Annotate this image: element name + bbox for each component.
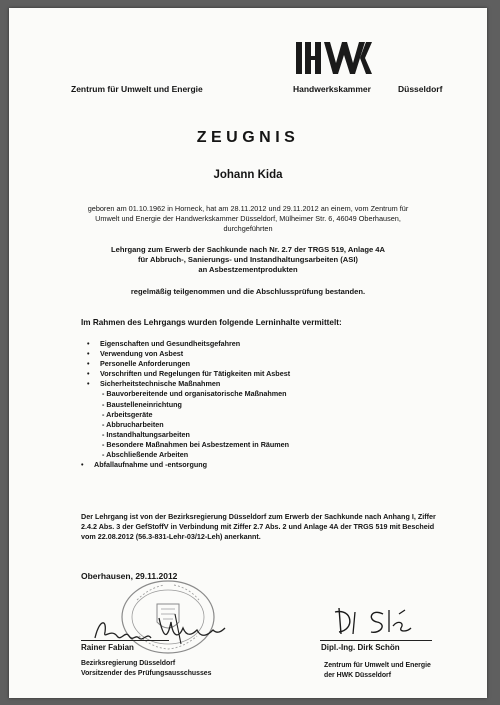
header-left-text: Zentrum für Umwelt und Energie [71, 84, 203, 94]
sub-list-item: - Abschließende Arbeiten [102, 450, 189, 460]
subtopics-list [100, 389, 290, 460]
certificate-page [9, 8, 487, 698]
topic-label: Eigenschaften und Gesundheitsgefahren [100, 339, 241, 348]
recipient-name: Johann Kida [213, 169, 283, 181]
birth-line: durchgeführten [223, 224, 273, 233]
document-title: ZEUGNIS [196, 129, 300, 146]
course-line: an Asbestzementprodukten [198, 265, 298, 274]
sub-list-item: - Arbeitsgeräte [102, 409, 153, 419]
role-line: Zentrum für Umwelt und Energie [324, 662, 431, 669]
list-item [87, 369, 290, 379]
signer-left-name: Rainer Fabian [81, 643, 134, 652]
sub-list-item: - Besondere Maßnahmen bei Asbestzement in Räumen [102, 439, 290, 449]
signature-left [89, 608, 229, 648]
hwk-logo [294, 41, 374, 75]
list-item [87, 379, 290, 460]
bullet-icon: • [87, 339, 90, 348]
topics-intro: Im Rahmen des Lehrgangs wurden folgende Lerninhalte vermittelt: [81, 318, 342, 327]
result-text [39, 287, 457, 297]
sub-list-item: - Instandhaltungsarbeiten [102, 429, 190, 439]
birth-paragraph [39, 204, 457, 234]
topic-label: Personelle Anforderungen [100, 359, 190, 369]
signature-line-right [320, 640, 432, 641]
course-line: für Abbruch-, Sanierungs- und Instandhaltungsarbeiten (ASI) [138, 255, 358, 264]
sub-list-item: - Bauvorbereitende und organisatorische Maßnahmen [102, 389, 287, 399]
header-center-text: Handwerkskammer [293, 84, 371, 94]
signer-left-role [81, 659, 211, 678]
bullet-icon: • [87, 369, 90, 379]
recognition-line: Der Lehrgang ist von der Bezirksregierung Düsseldorf zum Erwerb der Sachkunde nach Anhang I, Ziffer [81, 512, 436, 521]
bullet-icon: • [87, 359, 90, 369]
topic-label: Verwendung von Asbest [100, 349, 184, 359]
topics-list [81, 339, 291, 470]
role-line: der HWK Düsseldorf [324, 671, 391, 679]
course-line: Lehrgang zum Erwerb der Sachkunde nach Nr. 2.7 der TRGS 519, Anlage 4A [110, 245, 386, 254]
signer-right-role [324, 661, 431, 680]
signature-right [331, 604, 431, 638]
signature-line-left [81, 640, 169, 641]
birth-line: Umwelt und Energie der Handwerkskammer Düsseldorf, Mülheimer Str. 6, 46049 Oberhausen, [95, 214, 401, 223]
list-item [87, 359, 290, 369]
recognition-paragraph [81, 512, 461, 542]
list-item [87, 349, 290, 359]
birth-line: geboren am 01.10.1962 in Horneck, hat am 28.11.2012 und 29.11.2012 an einem, vom Zentrum für [87, 204, 409, 213]
signer-right-name: Dipl.-Ing. Dirk Schön [321, 643, 400, 652]
list-item [87, 339, 290, 349]
topic-label: Vorschriften und Regelungen für Tätigkeiten mit Asbest [100, 369, 291, 379]
bullet-icon: • [81, 460, 84, 470]
bullet-icon: • [87, 349, 90, 359]
recognition-line: vom 22.08.2012 (56.3-831-Lehr-03/12-Leh) anerkannt. [81, 532, 261, 541]
topic-label: Abfallaufnahme und -entsorgung [94, 460, 207, 470]
recognition-line: 2.4.2 Abs. 3 der GefStoffV in Verbindung mit Ziffer 2.7 Abs. 2 und Anlage 4A der TRGS 519 mit Bescheid [81, 522, 435, 531]
bullet-icon: • [87, 379, 90, 389]
list-item [81, 460, 290, 470]
sub-list-item: - Abbrucharbeiten [102, 419, 164, 429]
header-right-text: Düsseldorf [398, 84, 443, 94]
course-paragraph [39, 245, 457, 275]
role-line: Bezirksregierung Düsseldorf [81, 660, 176, 667]
place-date: Oberhausen, 29.11.2012 [81, 571, 178, 581]
sub-list-item: - Baustelleneinrichtung [102, 399, 182, 409]
role-line: Vorsitzender des Prüfungsausschusses [81, 669, 212, 677]
result-line: regelmäßig teilgenommen und die Abschlussprüfung bestanden. [130, 287, 366, 296]
topic-label: Sicherheitstechnische Maßnahmen [100, 379, 221, 389]
